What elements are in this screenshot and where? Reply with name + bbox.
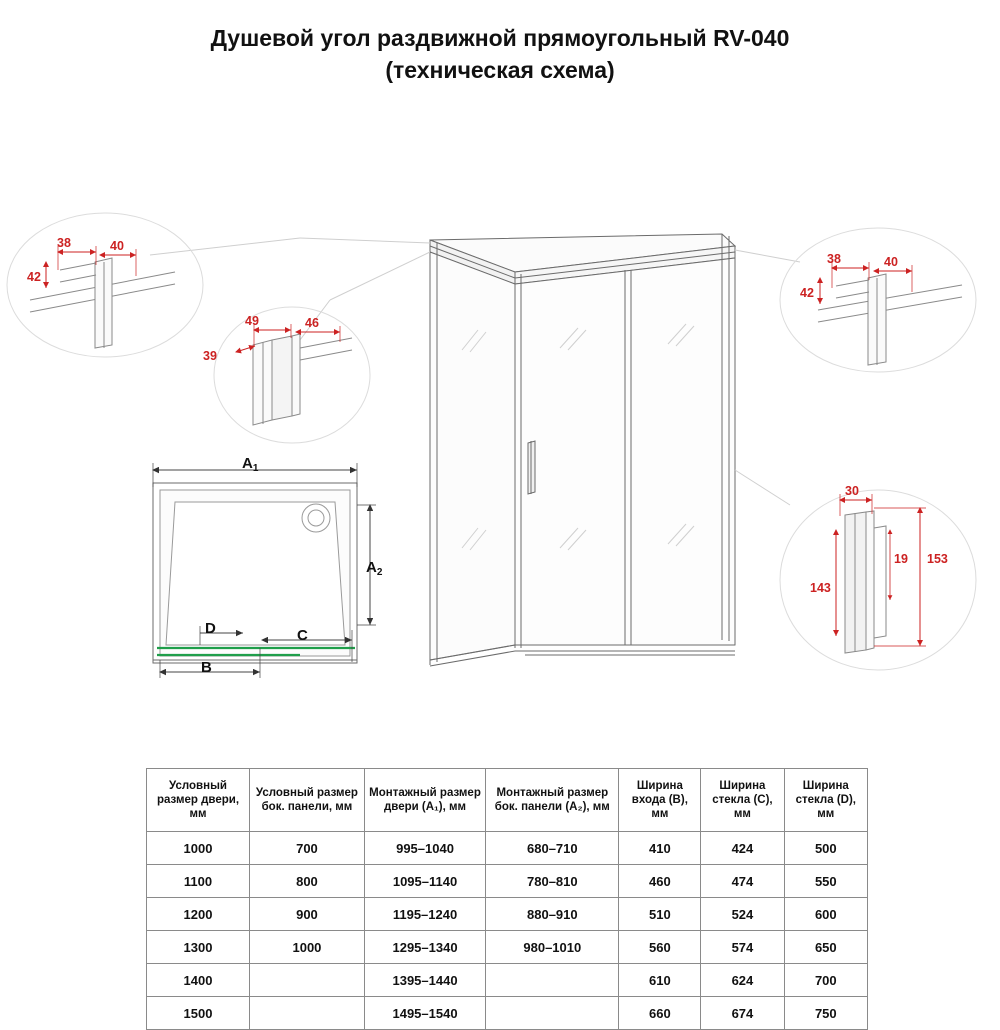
table-cell: 1095–1140 bbox=[364, 865, 485, 898]
table-cell: 610 bbox=[619, 964, 701, 997]
dim-38-left: 38 bbox=[57, 236, 71, 250]
dim-40-left: 40 bbox=[110, 239, 124, 253]
dim-42-right: 42 bbox=[800, 286, 814, 300]
label-C: C bbox=[297, 627, 308, 644]
dim-19: 19 bbox=[894, 552, 908, 566]
table-row bbox=[147, 997, 868, 1030]
table-header-row bbox=[147, 769, 868, 832]
table-cell: 700 bbox=[250, 832, 365, 865]
label-D: D bbox=[205, 620, 216, 637]
table-cell: 800 bbox=[250, 865, 365, 898]
table-row bbox=[147, 898, 868, 931]
table-cell: 1200 bbox=[147, 898, 250, 931]
detail-handle bbox=[780, 490, 976, 670]
table-cell bbox=[486, 964, 619, 997]
table-header-cell: Монтажный размер двери (A₁), мм bbox=[364, 769, 485, 832]
table-header-cell: Условный размер бок. панели, мм bbox=[250, 769, 365, 832]
table-cell: 550 bbox=[784, 865, 867, 898]
dim-143: 143 bbox=[810, 581, 831, 595]
dim-30: 30 bbox=[845, 484, 859, 498]
label-A1: $A_1$ bbox=[242, 455, 259, 474]
table-cell: 1295–1340 bbox=[364, 931, 485, 964]
dim-42-left: 42 bbox=[27, 270, 41, 284]
table-cell: 474 bbox=[701, 865, 784, 898]
table-cell: 424 bbox=[701, 832, 784, 865]
table-cell: 410 bbox=[619, 832, 701, 865]
table-cell: 510 bbox=[619, 898, 701, 931]
detail-wall-profile-right bbox=[780, 228, 976, 372]
table-cell: 1495–1540 bbox=[364, 997, 485, 1030]
detail-wall-profile-left bbox=[7, 213, 203, 357]
specification-table bbox=[146, 768, 868, 1030]
dim-39: 39 bbox=[203, 349, 217, 363]
table-cell: 700 bbox=[784, 964, 867, 997]
table-cell: 524 bbox=[701, 898, 784, 931]
table-cell: 600 bbox=[784, 898, 867, 931]
table-cell: 1000 bbox=[147, 832, 250, 865]
table-cell: 1400 bbox=[147, 964, 250, 997]
table-row bbox=[147, 964, 868, 997]
table-cell bbox=[486, 997, 619, 1030]
dim-40-right: 40 bbox=[884, 255, 898, 269]
table-cell: 1500 bbox=[147, 997, 250, 1030]
door-handle-iso bbox=[528, 441, 535, 494]
table-cell bbox=[250, 964, 365, 997]
table-cell: 995–1040 bbox=[364, 832, 485, 865]
table-cell: 650 bbox=[784, 931, 867, 964]
table-cell: 980–1010 bbox=[486, 931, 619, 964]
table-row bbox=[147, 865, 868, 898]
table-row bbox=[147, 832, 868, 865]
table-cell bbox=[250, 997, 365, 1030]
table-header-cell: Ширина стекла (D), мм bbox=[784, 769, 867, 832]
table-cell: 660 bbox=[619, 997, 701, 1030]
table-cell: 880–910 bbox=[486, 898, 619, 931]
table-cell: 1100 bbox=[147, 865, 250, 898]
table-header-cell: Ширина входа (B), мм bbox=[619, 769, 701, 832]
table-cell: 560 bbox=[619, 931, 701, 964]
page-title-line2: (техническая схема) bbox=[385, 57, 615, 83]
table-cell: 780–810 bbox=[486, 865, 619, 898]
table-cell: 1395–1440 bbox=[364, 964, 485, 997]
dim-153: 153 bbox=[927, 552, 948, 566]
table-header-cell: Ширина стекла (C), мм bbox=[701, 769, 784, 832]
table-cell: 1300 bbox=[147, 931, 250, 964]
table-cell: 680–710 bbox=[486, 832, 619, 865]
dim-46: 46 bbox=[305, 316, 319, 330]
table-cell: 574 bbox=[701, 931, 784, 964]
table-cell: 624 bbox=[701, 964, 784, 997]
table-header-cell: Монтажный размер бок. панели (A₂), мм bbox=[486, 769, 619, 832]
page-title-line1: Душевой угол раздвижной прямоугольный RV-040 bbox=[210, 25, 790, 51]
table-cell: 1000 bbox=[250, 931, 365, 964]
table-cell: 900 bbox=[250, 898, 365, 931]
dim-38-right: 38 bbox=[827, 252, 841, 266]
table-cell: 674 bbox=[701, 997, 784, 1030]
table-cell: 1195–1240 bbox=[364, 898, 485, 931]
table-cell: 500 bbox=[784, 832, 867, 865]
label-B: B bbox=[201, 659, 212, 676]
detail-corner-profile bbox=[214, 307, 370, 443]
dim-49: 49 bbox=[245, 314, 259, 328]
table-cell: 460 bbox=[619, 865, 701, 898]
table-header-cell: Условный размер двери, мм bbox=[147, 769, 250, 832]
table-row bbox=[147, 931, 868, 964]
label-A2: $A_2$ bbox=[366, 559, 383, 578]
table-cell: 750 bbox=[784, 997, 867, 1030]
detail-wall-profile-right-dims bbox=[820, 262, 912, 304]
plan-view-top bbox=[153, 483, 357, 663]
